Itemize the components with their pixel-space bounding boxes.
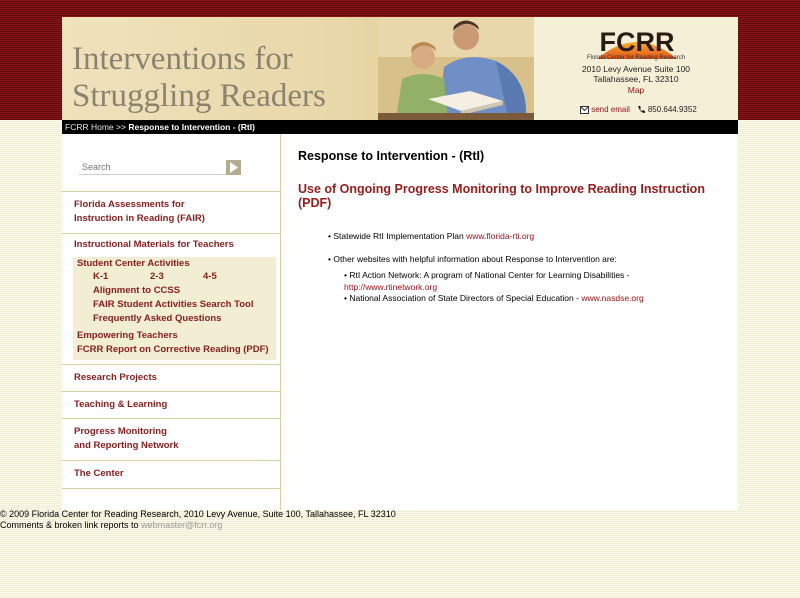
nav-link-progress-line1[interactable]: Progress Monitoring bbox=[74, 426, 167, 437]
nav-section-center bbox=[62, 460, 280, 489]
banner bbox=[62, 17, 534, 120]
submenu-corrective-reading[interactable]: FCRR Report on Corrective Reading (PDF) bbox=[77, 344, 269, 355]
list-item-text: • National Association of State Directors of Special Education - bbox=[344, 293, 582, 303]
banner-title-line1: Interventions for bbox=[72, 41, 293, 77]
list-item-nasdse bbox=[344, 292, 644, 304]
submenu-fair-search-tool[interactable]: FAIR Student Activities Search Tool bbox=[93, 299, 254, 310]
nav-link-fair-line1[interactable]: Florida Assessments for bbox=[74, 199, 185, 210]
email-icon bbox=[580, 106, 589, 114]
nav-section-teaching bbox=[62, 391, 280, 419]
main-content bbox=[281, 134, 738, 510]
list-item-text: • Statewide RtI Implementation Plan bbox=[328, 231, 467, 241]
breadcrumb bbox=[62, 120, 738, 134]
nav-section-fair bbox=[62, 191, 280, 234]
nav-link-research-projects[interactable]: Research Projects bbox=[74, 372, 157, 383]
footer-copyright: © 2009 Florida Center for Reading Research, 2010 Levy Avenue, Suite 100, Tallahassee, FL 32310 bbox=[0, 509, 396, 519]
florida-rti-link[interactable]: www.florida-rti.org bbox=[466, 231, 535, 241]
pdf-title-link[interactable]: Use of Ongoing Progress Monitoring to Improve Reading Instruction (PDF) bbox=[298, 182, 705, 210]
banner-title bbox=[72, 41, 372, 115]
submenu-empowering-teachers[interactable]: Empowering Teachers bbox=[77, 330, 178, 341]
site-header bbox=[62, 17, 738, 120]
logo-panel bbox=[534, 17, 738, 120]
nav-section-research bbox=[62, 364, 280, 392]
list-item-statewide-plan bbox=[328, 230, 534, 242]
send-email-link[interactable]: send email bbox=[591, 105, 630, 114]
contact-row bbox=[580, 105, 738, 114]
webmaster-email-link[interactable]: webmaster@fcrr.org bbox=[141, 520, 223, 530]
nav-link-instructional-materials[interactable]: Instructional Materials for Teachers bbox=[74, 239, 234, 250]
address-line1: 2010 Levy Avenue Suite 100 bbox=[581, 64, 691, 74]
nav-link-fair-line2[interactable]: Instruction in Reading (FAIR) bbox=[74, 213, 205, 224]
search-input[interactable] bbox=[79, 160, 227, 175]
map-link[interactable]: Map bbox=[627, 85, 645, 95]
play-arrow-icon bbox=[226, 160, 241, 175]
sidebar bbox=[62, 134, 281, 510]
teacher-student-photo bbox=[378, 17, 534, 120]
list-item-text: • RtI Action Network: A program of National Center for Learning Disabilities - bbox=[344, 270, 630, 280]
submenu-faq[interactable]: Frequently Asked Questions bbox=[93, 313, 222, 324]
list-item-other-websites: • Other websites with helpful information about Response to Intervention are: bbox=[328, 254, 617, 264]
logo-text: FCRR bbox=[599, 27, 675, 57]
submenu-alignment-ccss[interactable]: Alignment to CCSS bbox=[93, 285, 181, 296]
submenu-2-3[interactable]: 2-3 bbox=[150, 271, 164, 282]
nav-link-teaching-learning[interactable]: Teaching & Learning bbox=[74, 399, 168, 410]
list-item-rti-network bbox=[344, 269, 630, 293]
search-button[interactable] bbox=[226, 160, 241, 175]
nav-link-the-center[interactable]: The Center bbox=[74, 468, 124, 479]
submenu-k1[interactable]: K-1 bbox=[93, 271, 109, 282]
nasdse-link[interactable]: www.nasdse.org bbox=[581, 293, 644, 303]
breadcrumb-separator: >> bbox=[116, 122, 126, 132]
footer-comments-text: Comments & broken link reports to bbox=[0, 520, 142, 530]
page-body bbox=[62, 134, 738, 510]
footer-comments bbox=[0, 520, 396, 531]
logo-subtitle: Florida Center for Reading Research bbox=[586, 55, 686, 61]
banner-title-line2: Struggling Readers bbox=[72, 78, 326, 114]
page-title: Response to Intervention - (RtI) bbox=[298, 149, 485, 163]
footer bbox=[0, 509, 396, 531]
breadcrumb-home-link[interactable]: FCRR Home bbox=[65, 122, 114, 132]
nav-section-progress bbox=[62, 418, 280, 461]
breadcrumb-current: Response to Intervention - (RtI) bbox=[128, 122, 255, 132]
instructional-submenu bbox=[73, 257, 276, 360]
nav-link-progress-line2[interactable]: and Reporting Network bbox=[74, 440, 179, 451]
address-line2: Tallahassee, FL 32310 bbox=[593, 74, 679, 84]
phone-icon bbox=[637, 105, 646, 114]
rtinetwork-link[interactable]: http://www.rtinetwork.org bbox=[344, 282, 438, 292]
submenu-4-5[interactable]: 4-5 bbox=[203, 271, 217, 282]
phone-number: 850.644.9352 bbox=[647, 105, 697, 114]
submenu-student-center[interactable]: Student Center Activities bbox=[77, 258, 190, 269]
